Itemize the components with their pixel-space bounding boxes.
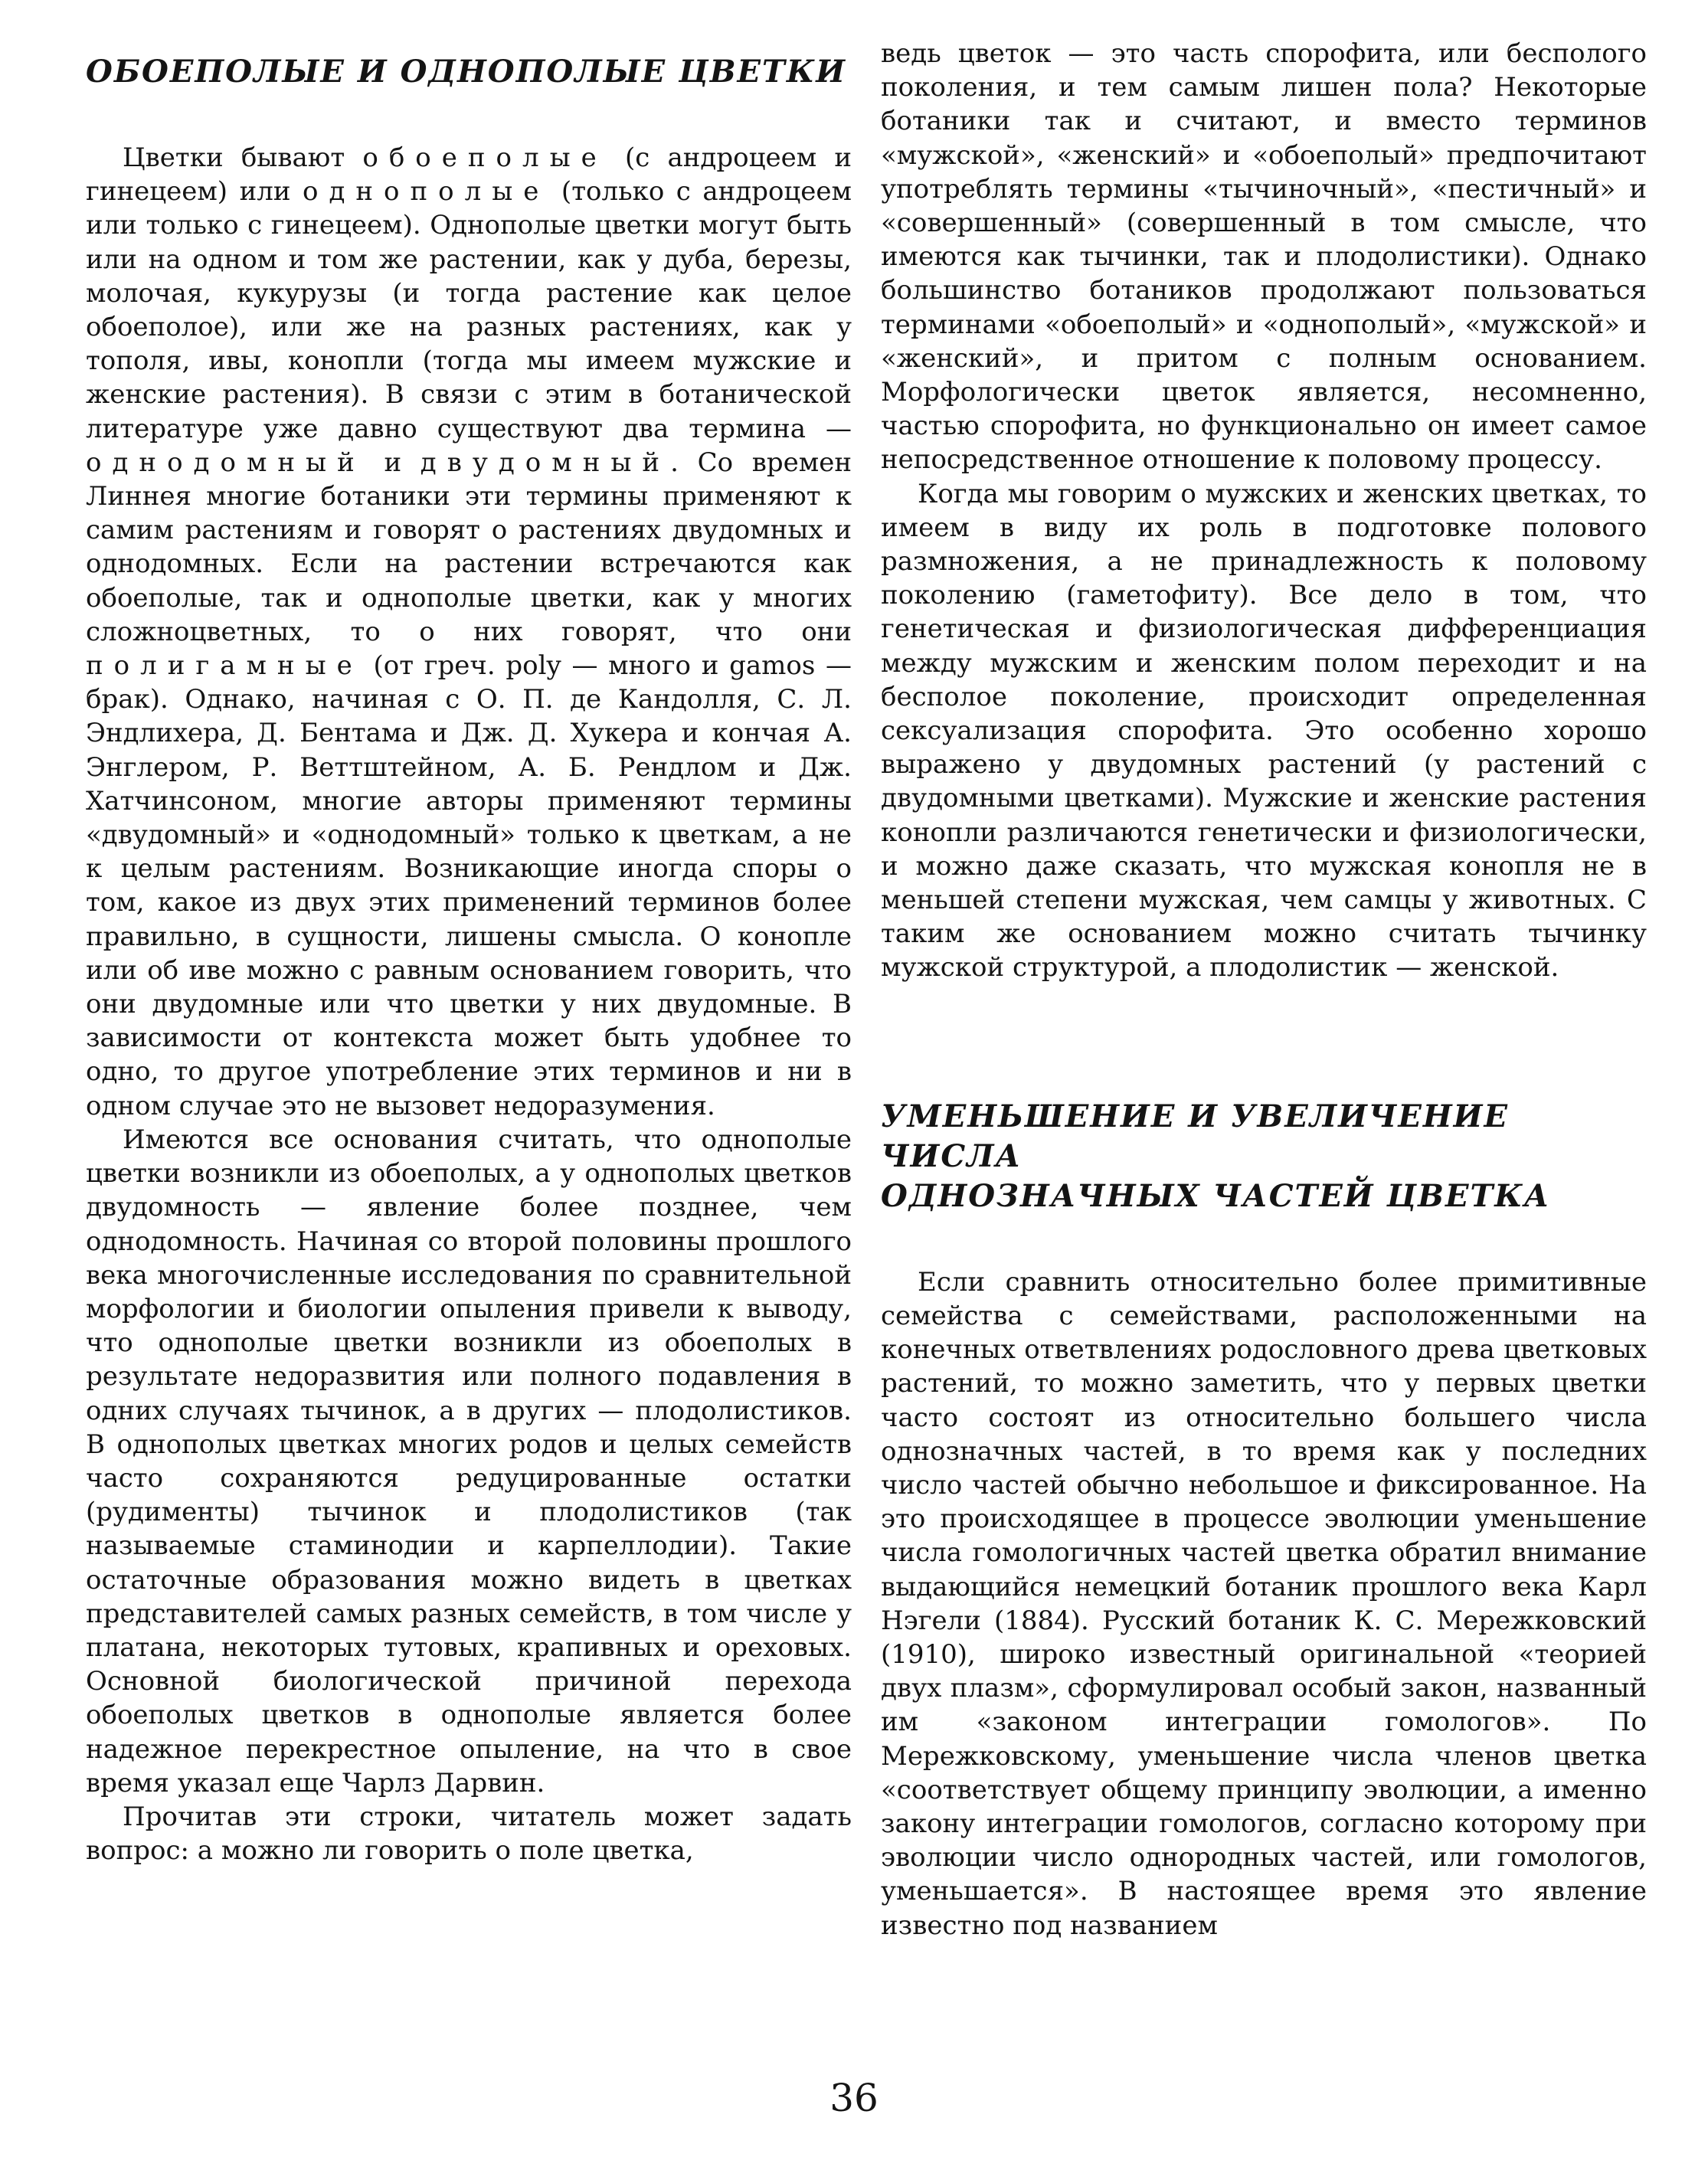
text-run: (от греч. poly — много и gamos — брак). Однако, начиная с О. П. де Кандолля, С. Л. Эндлихера, Д. Бентама и Дж. Д. Хукера и кончая А. Энглером, Р. Веттштейном, А. Б. Рендлом и Дж. Хатчинсоном, многие авторы применяют термины «двудомный» и «однодомный» только к цветкам, а не к целым растениям. Возникающие иногда споры о том, какое из двух этих применений терминов более правильно, в сущности, лишены смысла. О конопле или об иве можно с равным основанием говорить, что они двудомные или что цветки у них двудомные. В зависимости от контекста может быть удобнее то одно, то другое употребление этих терминов и ни в одном случае это не вызовет недоразумения. bbox=[86, 650, 852, 1121]
section-heading-reduction bbox=[881, 1097, 1647, 1216]
paragraph-2: Имеются все основания считать, что однополые цветки возникли из обоеполых, а у однополых цветков двудомность — явление более позднее, чем однодомность. Начиная со второй половины прошлого века многочисленные исследования по сравнительной морфологии и биологии опыления привели к выводу, что однополые цветки возникли из обоеполых в результате недоразвития или полного подавления в одних случаях тычинок, а в других — плодолистиков. В однополых цветках многих родов и целых семейств часто сохраняются редуцированные остатки (рудименты) тычинок и плодолистиков (так называемые стаминодии и карпеллодии). Такие остаточные образования можно видеть в цветках представителей самых разных семейств, в том числе у платана, некоторых тутовых, крапивных и ореховых. Основной биологической причиной перехода обоеполых цветков в однополые является более надежное перекрестное опыление, на что в свое время указал еще Чарлз Дарвин. bbox=[86, 1124, 852, 1798]
right-column bbox=[881, 37, 1647, 1942]
term-monoecious: однодомный bbox=[86, 447, 365, 478]
paragraph-continued: ведь цветок — это часть спорофита, или бесполого поколения, и тем самым лишен пола? Некоторые ботаники так и считают, и вместо терминов «мужской», «женский» и «обоеполый» предпочитают употреблять термины «тычиночный», «пестичный» и «совершенный» (совершенный в том смысле, что имеются как тычинки, так и плодолистики). Однако большинство ботаников продолжают пользоваться терминами «обоеполый» и «однополый», «мужской» и «женский», и притом с полным основанием. Морфологически цветок является, несомненно, частью спорофита, но функционально он имеет самое непосредственное отношение к половому процессу. bbox=[881, 38, 1647, 476]
paragraph-4: Когда мы говорим о мужских и женских цветках, то имеем в виду их роль в подготовке полового размножения, а не принадлежность к половому поколению (гаметофиту). Все дело в том, что генетическая и физиологическая дифференциация между мужским и женским полом переходит и на бесполое поколение, происходит определенная сексуализация спорофита. Это особенно хорошо выражено у двудомных растений (у растений с двудомными цветками). Мужские и женские растения конопли различаются генетически и физиологически, и можно даже сказать, что мужская конопля не в меньшей степени мужская, чем самцы у животных. С таким же основанием можно считать тычинку мужской структурой, а плодолистик — женской. bbox=[881, 478, 1647, 983]
text-run: и bbox=[365, 447, 420, 478]
section-heading-bisexual-unisexual: ОБОЕПОЛЫЕ И ОДНОПОЛЫЕ ЦВЕТКИ bbox=[86, 54, 846, 90]
text-run: Цветки бывают bbox=[123, 142, 363, 173]
paragraph-3: Прочитав эти строки, читатель может задать вопрос: а можно ли говорить о поле цветка, bbox=[86, 1801, 852, 1867]
paragraph-1 bbox=[86, 141, 852, 1123]
paragraph-5: Если сравнить относительно более примитивные семейства с семействами, расположенными на конечных ответвлениях родословного древа цветковых растений, то можно заметить, что у первых цветки часто состоят из относительно большего числа однозначных частей, в то время как у последних число частей обычно небольшое и фиксированное. На это происходящее в процессе эволюции уменьшение числа гомологичных частей цветка обратил внимание выдающийся немецкий ботаник прошлого века Карл Нэгели (1884). Русский ботаник К. С. Мережковский (1910), широко известный оригинальной «теорией двух плазм», сформулировал особый закон, названный им «законом интеграции гомологов». По Мережковскому, уменьшение числа членов цветка «соответствует общему принципу эволюции, а именно закону интеграции гомологов, согласно которому при эволюции число однородных частей, или гомологов, уменьшается». В настоящее время это явление известно под названием bbox=[881, 1266, 1647, 1941]
text-run: (только с андроцеем или только с гинецеем). Однополые цветки могут быть или на одном и том же растении, как у дуба, березы, молочая, кукурузы (и тогда растение как целое обоеполое), или же на разных растениях, как у тополя, ивы, конопли (тогда мы имеем мужские и женские растения). В связи с этим в ботанической литературе уже давно существуют два термина — bbox=[86, 176, 852, 444]
heading-line-1: УМЕНЬШЕНИЕ И УВЕЛИЧЕНИЕ ЧИСЛА bbox=[881, 1098, 1509, 1174]
term-unisexual: однополые bbox=[302, 176, 550, 208]
term-polygamous: полигамные bbox=[86, 650, 363, 682]
text-run: . Со времен Линнея многие ботаники эти термины применяют к самим растениям и говорят о растениях двудомных и однодомных. Если на растении встречаются как обоеполые, так и однополые цветки, как у многих сложноцветных, то о них говорят, что они bbox=[86, 447, 852, 647]
term-bisexual: обоеполые bbox=[362, 142, 607, 173]
page-number: 36 bbox=[829, 2076, 879, 2120]
heading-line-2: ОДНОЗНАЧНЫХ ЧАСТЕЙ ЦВЕТКА bbox=[881, 1177, 1551, 1214]
left-column bbox=[86, 37, 852, 1867]
text-run: (с андроцеем и гинецеем) или bbox=[86, 142, 852, 208]
term-dioecious: двудомный bbox=[420, 447, 671, 478]
